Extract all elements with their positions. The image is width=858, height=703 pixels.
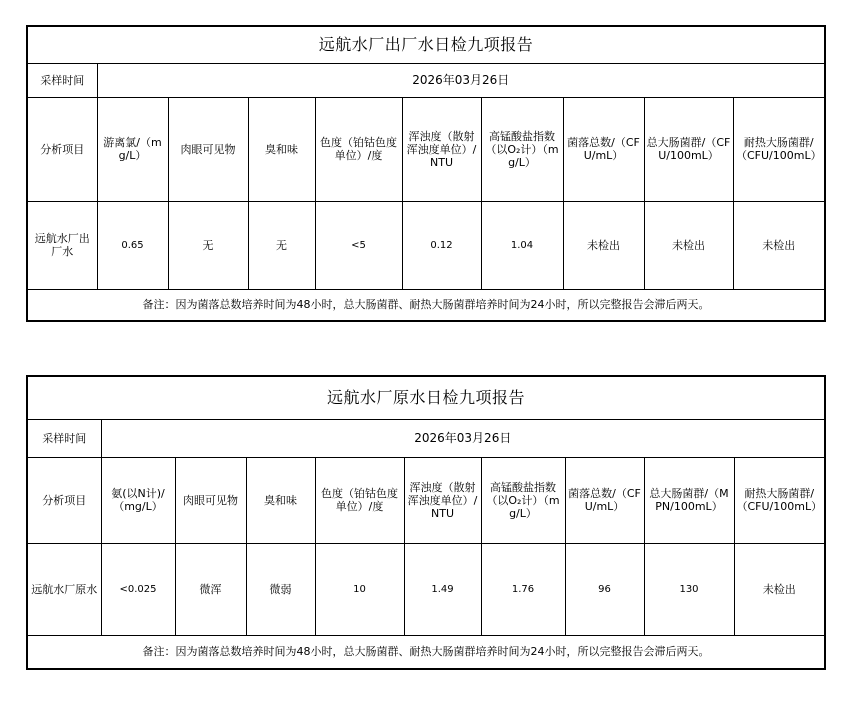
- header-cell: 氨(以N计)/（mg/L）: [101, 457, 175, 543]
- report-note: 备注：因为菌落总数培养时间为48小时，总大肠菌群、耐热大肠菌群培养时间为24小时，所以完整报告会滞后两天。: [27, 289, 825, 321]
- header-cell: 游离氯/（mg/L）: [97, 97, 168, 201]
- analysis-items-label: 分析项目: [27, 97, 97, 201]
- value-cell: <0.025: [101, 543, 175, 635]
- header-cell: 耐热大肠菌群/（CFU/100mL）: [733, 97, 825, 201]
- sample-name: 远航水厂原水: [27, 543, 101, 635]
- value-cell: 1.49: [404, 543, 481, 635]
- value-cell: 10: [315, 543, 404, 635]
- value-cell: 未检出: [563, 201, 644, 289]
- analysis-items-label: 分析项目: [27, 457, 101, 543]
- sample-name: 远航水厂出厂水: [27, 201, 97, 289]
- header-cell: 总大肠菌群/（MPN/100mL）: [644, 457, 734, 543]
- value-cell: 未检出: [644, 201, 733, 289]
- header-cell: 菌落总数/（CFU/mL）: [565, 457, 644, 543]
- header-cell: 浑浊度（散射浑浊度单位）/NTU: [402, 97, 481, 201]
- value-cell: 微浑: [175, 543, 246, 635]
- header-cell: 肉眼可见物: [168, 97, 248, 201]
- header-cell: 高锰酸盐指数（以O₂计）（mg/L）: [481, 457, 565, 543]
- sampling-time-label: 采样时间: [27, 419, 101, 457]
- header-cell: 总大肠菌群/（CFU/100mL）: [644, 97, 733, 201]
- report-title: 远航水厂出厂水日检九项报告: [27, 26, 825, 63]
- value-cell: 无: [168, 201, 248, 289]
- finished-water-report-table: [26, 25, 826, 322]
- header-cell: 肉眼可见物: [175, 457, 246, 543]
- header-cell: 臭和味: [248, 97, 315, 201]
- report-title: 远航水厂原水日检九项报告: [27, 376, 825, 419]
- sampling-time-label: 采样时间: [27, 63, 97, 97]
- raw-water-report-table: [26, 375, 826, 670]
- sampling-date: 2026年03月26日: [97, 63, 825, 97]
- report-note: 备注：因为菌落总数培养时间为48小时，总大肠菌群、耐热大肠菌群培养时间为24小时，所以完整报告会滞后两天。: [27, 635, 825, 669]
- header-cell: 色度（铂钴色度单位）/度: [315, 457, 404, 543]
- value-cell: 1.04: [481, 201, 563, 289]
- value-cell: 130: [644, 543, 734, 635]
- header-cell: 浑浊度（散射浑浊度单位）/NTU: [404, 457, 481, 543]
- value-cell: 未检出: [734, 543, 825, 635]
- sampling-date: 2026年03月26日: [101, 419, 825, 457]
- value-cell: 无: [248, 201, 315, 289]
- header-cell: 高锰酸盐指数（以O₂计）（mg/L）: [481, 97, 563, 201]
- value-cell: 未检出: [733, 201, 825, 289]
- value-cell: 微弱: [246, 543, 315, 635]
- value-cell: <5: [315, 201, 402, 289]
- header-cell: 臭和味: [246, 457, 315, 543]
- header-cell: 色度（铂钴色度单位）/度: [315, 97, 402, 201]
- header-cell: 菌落总数/（CFU/mL）: [563, 97, 644, 201]
- value-cell: 96: [565, 543, 644, 635]
- value-cell: 0.65: [97, 201, 168, 289]
- value-cell: 1.76: [481, 543, 565, 635]
- value-cell: 0.12: [402, 201, 481, 289]
- header-cell: 耐热大肠菌群/（CFU/100mL）: [734, 457, 825, 543]
